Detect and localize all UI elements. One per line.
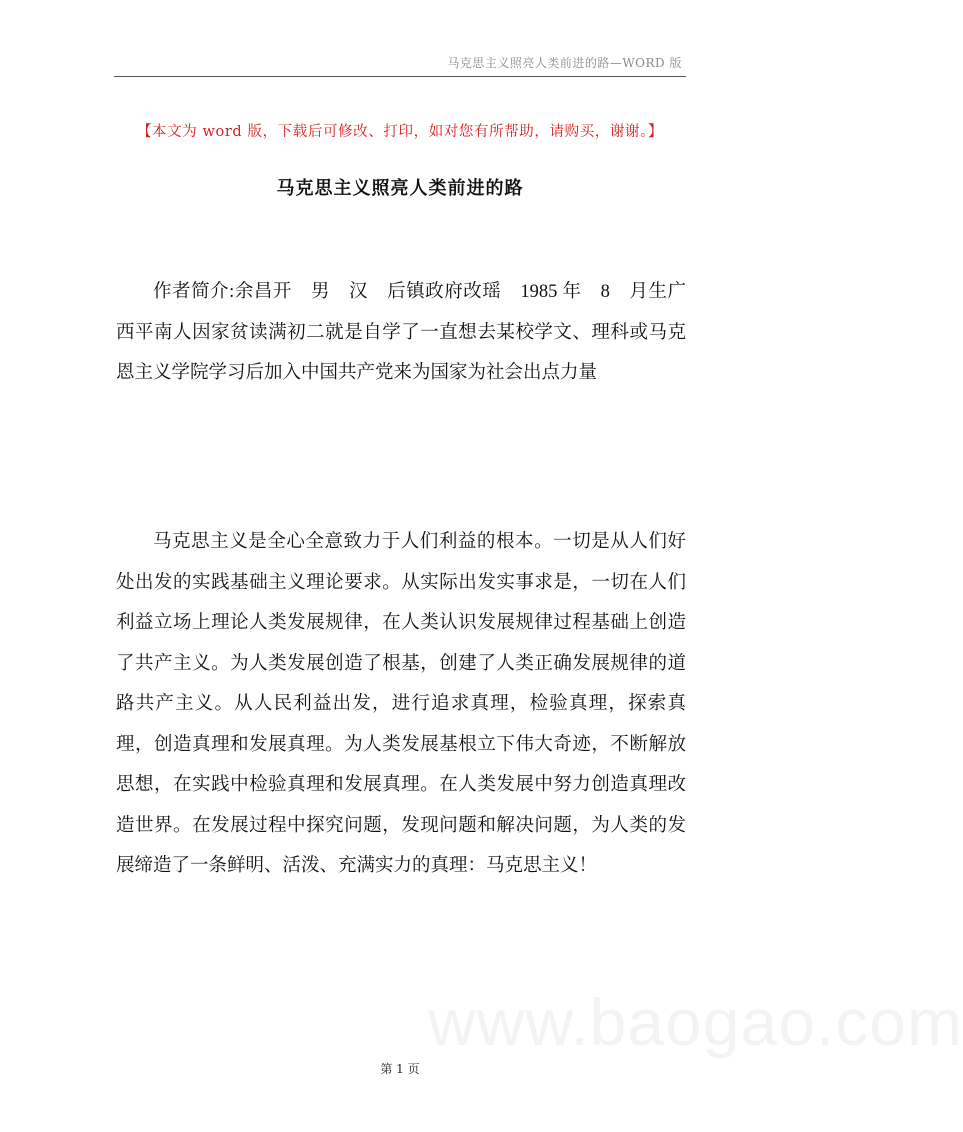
running-header: 马克思主义照亮人类前进的路—WORD 版 [447, 56, 682, 70]
article-title: 马克思主义照亮人类前进的路 [276, 178, 524, 199]
body-paragraph: 马克思主义是全心全意致力于人们利益的根本。一切是从人们好处出发的实践基础主义理论要求。从实际出发实事求是，一切在人们利益立场上理论人类发展规律，在人类认识发展规律过程基础上创造了共产主义。为人类发展创造了根基，创建了人类正确发展规律的道路共产主义。从人民利益出发，进行追求真理，检验真理，探索真理，创造真理和发展真理。为人类发展基根立下伟大奇迹，不断解放思想，在实践中检验真理和发展真理。在人类发展中努力创造真理改造世界。在发展过程中探究问题，发现问题和解决问题，为人类的发展缔造了一条鲜明、活泼、充满实力的真理：马克思主义！ [116, 532, 686, 876]
page-number: 第 1 页 [380, 1062, 420, 1076]
header-divider [114, 76, 686, 77]
download-notice: 【本文为 word 版，下载后可修改、打印，如对您有所帮助，请购买，谢谢。】 [136, 124, 664, 140]
watermark: www.baogao.com [428, 985, 963, 1059]
author-bio-paragraph: 作者简介:余昌开 男 汉 后镇政府改瑶 1985 年 8 月生广西平南人因家贫读满初二就是自学了一直想去某校学文、理科或马克恩主义学院学习后加入中国共产党来为国家为社会出点力量 [116, 282, 686, 383]
